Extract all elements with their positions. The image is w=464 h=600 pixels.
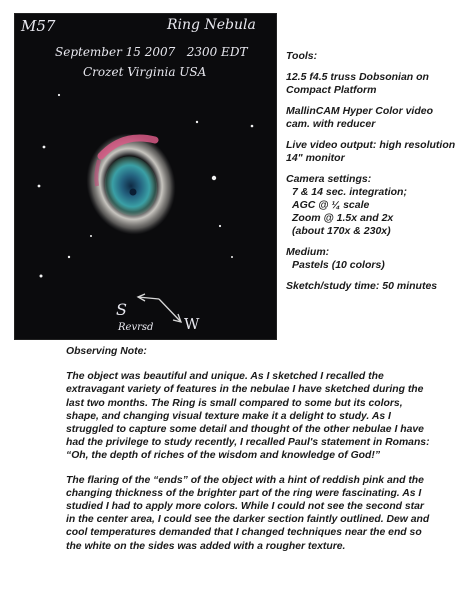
observing-note-paragraph-2: The flaring of the “ends” of the object with a hint of reddish pink and the changing thickness of the brighter part of the ring were fascinating. As I studied I had to apply more colors. While I could not see the second star in the center area, I could see the darker section faintly outlined. Dew and cool temperatures demanded that I changed techniques near the end so the white on the sides was added with a rougher texture. — [66, 474, 430, 552]
observing-note-heading: Observing Note: — [66, 346, 147, 357]
compass-arrows — [138, 294, 181, 322]
ring-nebula — [75, 123, 186, 244]
compass-south-label: S — [116, 300, 127, 319]
sketch-object-id: M57 — [21, 17, 56, 35]
sketch-title: Ring Nebula — [167, 17, 256, 33]
camera-setting-line: (about 170x & 230x) — [292, 225, 391, 237]
sketch-time: Sketch/study time: 50 minutes — [286, 280, 438, 292]
tools-panel — [286, 50, 456, 301]
nebula-sketch — [14, 13, 277, 340]
sketch-date: September 15 2007 2300 EDT — [55, 45, 248, 59]
tools-camera: MallinCAM Hyper Color video cam. with reducer — [286, 105, 434, 130]
medium-value: Pastels (10 colors) — [292, 259, 385, 271]
observing-note-paragraph-1: The object was beautiful and unique. As I sketched I recalled the extravagant variety of features in the nebulae I have sketched during the last two months. The Ring is small compared to some but its colors, shape, and changing visual texture make it a delight to study. As I struggled to capture some detail and thought of the other nebulae I have had the privilege to study recently, I recalled Paul's statement in Romans: “Oh, the depth of riches of the wisdom and knowledge of God!” — [66, 371, 430, 462]
camera-settings — [286, 173, 456, 238]
medium — [286, 246, 456, 272]
compass-west-label: W — [184, 315, 200, 333]
observing-note — [66, 345, 436, 564]
medium-heading: Medium: — [286, 246, 330, 258]
camera-setting-line: 7 & 14 sec. integration; — [292, 186, 407, 198]
tools-output: Live video output: high resolution 14" monitor — [286, 139, 456, 164]
nebula-drawing — [15, 14, 276, 339]
camera-settings-heading: Camera settings: — [286, 173, 372, 185]
tools-telescope: 12.5 f4.5 truss Dobsonian on Compact Platform — [286, 71, 429, 96]
sketch-location: Crozet Virginia USA — [83, 65, 207, 79]
reversed-label: Revrsd — [118, 322, 154, 333]
tools-heading: Tools: — [286, 50, 318, 62]
camera-setting-line: AGC @ ¼ scale — [292, 199, 370, 211]
camera-setting-line: Zoom @ 1.5x and 2x — [292, 212, 394, 224]
